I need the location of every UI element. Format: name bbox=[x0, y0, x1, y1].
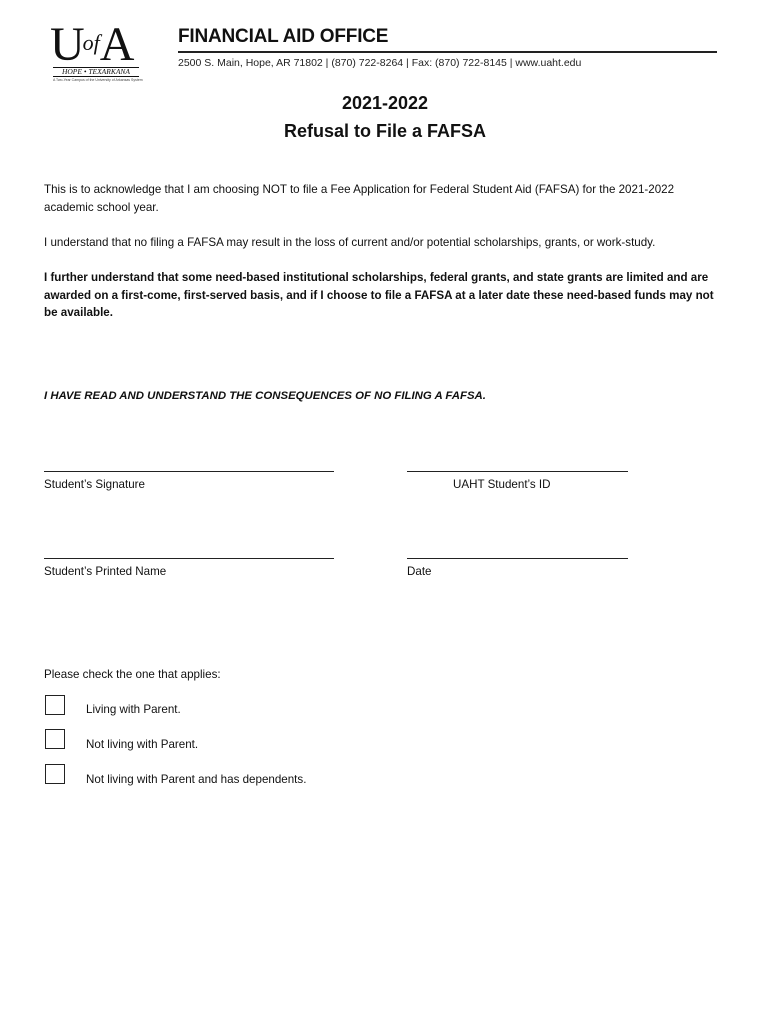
academic-year: 2021-2022 bbox=[341, 93, 429, 113]
student-id-line[interactable] bbox=[407, 471, 628, 472]
consequence-paragraph: I understand that no filing a FAFSA may result in the loss of current and/or potential scholarships, grants, or work-study. bbox=[44, 236, 656, 249]
acknowledgement-paragraph: This is to acknowledge that I am choosing NOT to file a Fee Application for Federal Student Aid (FAFSA) for the 2021-2022 academic school year. bbox=[44, 183, 675, 214]
student-id-label: UAHT Student’s ID bbox=[453, 478, 551, 491]
living-with-parent-label: Living with Parent. bbox=[86, 703, 181, 716]
date-line[interactable] bbox=[407, 558, 628, 559]
read-and-understand-statement: I HAVE READ AND UNDERSTAND THE CONSEQUENCES OF NO FILING A FAFSA. bbox=[44, 390, 486, 402]
printed-name-label: Student’s Printed Name bbox=[44, 565, 167, 578]
not-living-with-parent-dependents-checkbox[interactable] bbox=[45, 764, 65, 784]
logo-campus-line: HOPE • TEXARKANA bbox=[53, 67, 139, 77]
not-living-with-parent-dependents-label: Not living with Parent and has dependents. bbox=[86, 773, 307, 786]
student-signature-line[interactable] bbox=[44, 471, 334, 472]
need-based-funds-paragraph: I further understand that some need-based institutional scholarships, federal grants, and state grants are limited and are awarded on a first-come, first-served basis, and if I choose to file a FAFSA at a later date these need-based funds may not be available. bbox=[44, 271, 714, 319]
date-label: Date bbox=[407, 565, 432, 578]
printed-name-line[interactable] bbox=[44, 558, 334, 559]
uaht-logo bbox=[50, 20, 142, 82]
not-living-with-parent-label: Not living with Parent. bbox=[86, 738, 199, 751]
contact-info: 2500 S. Main, Hope, AR 71802 | (870) 722-8264 | Fax: (870) 722-8145 | www.uaht.edu bbox=[178, 57, 582, 69]
living-status-prompt: Please check the one that applies: bbox=[44, 668, 221, 681]
office-title: FINANCIAL AID OFFICE bbox=[178, 26, 389, 47]
student-signature-label: Student’s Signature bbox=[44, 478, 145, 491]
document-title: Refusal to File a FAFSA bbox=[283, 121, 487, 141]
living-with-parent-checkbox[interactable] bbox=[45, 695, 65, 715]
not-living-with-parent-checkbox[interactable] bbox=[45, 729, 65, 749]
logo-tagline: A Two-Year Campus of the University of Arkansas System bbox=[53, 78, 143, 82]
logo-wordmark: $U^{of}A$ bbox=[50, 18, 133, 71]
header-divider bbox=[178, 51, 717, 53]
